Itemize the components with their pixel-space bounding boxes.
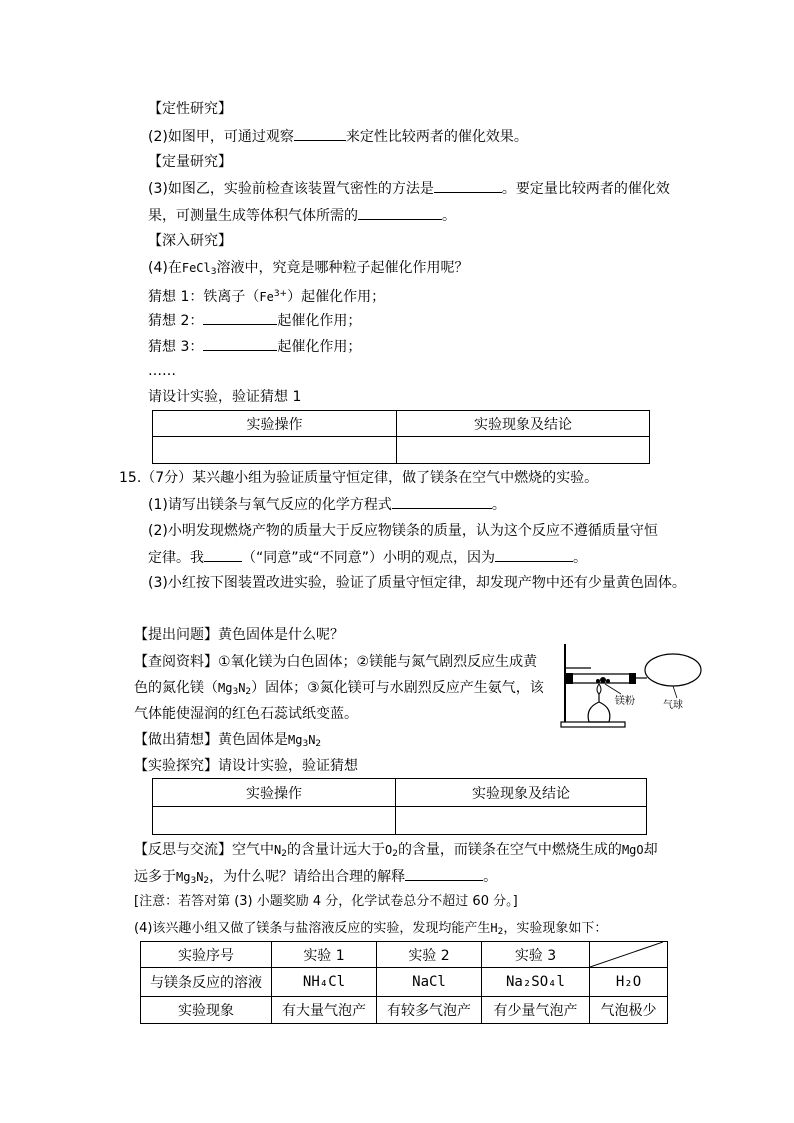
question-15-3: (3)小红按下图装置改进实验，验证了质量守恒定律，却发现产物中还有少量黄色固体。 bbox=[148, 575, 686, 591]
results-header-id: 实验序号 bbox=[141, 942, 272, 968]
fe-charge: 3+ bbox=[273, 289, 288, 299]
mg-powder-label: 镁粉 bbox=[615, 696, 635, 707]
q4b-text-a: (4)该兴趣小组又做了镁条与盐溶液反应的实验，发现均能产生 bbox=[134, 921, 491, 936]
q3-text-c: 果，可测量生成等体积气体所需的 bbox=[148, 208, 358, 224]
hyp-sub2: 2 bbox=[315, 739, 322, 749]
q15-2-blank-1 bbox=[204, 547, 242, 562]
guess-3 bbox=[148, 336, 361, 357]
diagonal-line bbox=[590, 942, 663, 967]
q2-text-b: 来定性比较两者的催化效果。 bbox=[345, 129, 528, 145]
q2-blank bbox=[294, 126, 346, 141]
heading-deep: 【深入研究】 bbox=[148, 233, 232, 249]
question-2 bbox=[148, 126, 528, 147]
question-15-2-line2 bbox=[148, 547, 587, 568]
reflect-o2-sub: 2 bbox=[392, 849, 398, 859]
results-table bbox=[140, 941, 668, 1024]
solution-1: NH₄Cl bbox=[272, 968, 377, 997]
question-3-line1 bbox=[148, 178, 670, 199]
results-header-exp3: 实验 3 bbox=[482, 942, 590, 968]
guess2-blank bbox=[203, 310, 277, 325]
reflect-n2-sub: 2 bbox=[281, 849, 287, 859]
q15-2-blank-2 bbox=[495, 547, 573, 562]
results-header-exp2: 实验 2 bbox=[377, 942, 482, 968]
reflect-blank bbox=[405, 866, 483, 881]
ref-sub2: 2 bbox=[245, 687, 252, 697]
stopper-left bbox=[565, 673, 573, 684]
bonus-note: [注意：若答对第 (3) 小题奖励 4 分，化学试卷总分不超过 60 分。] bbox=[134, 894, 518, 909]
question-3-line2 bbox=[148, 205, 456, 226]
q4b-text-b: ，实验现象如下： bbox=[503, 921, 608, 936]
q15-1-blank bbox=[392, 494, 492, 509]
guess2-text-a: 猜想 2： bbox=[148, 313, 204, 329]
reflect-text-a: 【反思与交流】空气中 bbox=[134, 842, 274, 858]
hypothesis bbox=[134, 730, 321, 754]
q3-blank-2 bbox=[358, 205, 442, 220]
experiment-table-1 bbox=[152, 410, 650, 464]
q4b-h: H bbox=[490, 921, 498, 935]
hyp-sub3: 3 bbox=[302, 739, 309, 749]
guess1-text-b: ）起催化作用； bbox=[287, 289, 386, 305]
q3-blank-1 bbox=[434, 178, 502, 193]
guess-2 bbox=[148, 310, 361, 331]
design-prompt-1: 请设计实验，验证猜想 1 bbox=[148, 389, 302, 405]
reflect-sub3: 3 bbox=[190, 876, 197, 886]
reflect-text-g: 。 bbox=[483, 869, 498, 885]
question-15-title: 15.（7分）某兴趣小组为验证质量守恒定律，做了镁条在空气中燃烧的实验。 bbox=[119, 470, 599, 486]
question-15-2-line1: (2)小明发现燃烧产物的质量大于反应物镁条的质量，认为这个反应不遵循质量守恒 bbox=[148, 523, 658, 539]
fecl-formula: FeCl bbox=[181, 261, 211, 275]
ref-mg: Mg bbox=[218, 681, 233, 695]
ref-n: N bbox=[238, 681, 246, 695]
balloon-label: 气球 bbox=[663, 700, 683, 711]
experiment-table-2 bbox=[152, 778, 647, 835]
solution-2: NaCl bbox=[377, 968, 482, 997]
stopper-right bbox=[629, 673, 636, 684]
flame-icon bbox=[597, 684, 601, 694]
table2-header-operation: 实验操作 bbox=[153, 779, 396, 807]
ref-sub3: 3 bbox=[232, 687, 239, 697]
fe-ion: Fe bbox=[259, 290, 274, 304]
reference-line-3: 气体能使湿润的红色石蕊试纸变蓝。 bbox=[134, 706, 358, 722]
reflect-mgo: MgO bbox=[621, 843, 644, 857]
q15-1-text-b: 。 bbox=[491, 497, 506, 513]
heading-qualitative: 【定性研究】 bbox=[148, 101, 232, 117]
reflect-text-e: 远多于 bbox=[134, 869, 176, 885]
reflect-text-b: 的含量计远大于 bbox=[286, 842, 385, 858]
q4-text-b: 溶液中，究竟是哪种粒子起催化作用呢？ bbox=[216, 260, 469, 276]
guess3-text-a: 猜想 3： bbox=[148, 339, 204, 355]
table1-header-operation: 实验操作 bbox=[153, 411, 397, 437]
q15-2-text-c: 。 bbox=[573, 550, 588, 566]
hyp-n: N bbox=[308, 733, 316, 747]
table2-cell-operation[interactable] bbox=[153, 807, 396, 835]
guess1-text-a: 猜想 1：铁离子（ bbox=[148, 289, 260, 305]
reflect-text-c: 的含量，而镁条在空气中燃烧生成的 bbox=[397, 842, 622, 858]
q3-text-d: 。 bbox=[442, 208, 456, 224]
ellipsis: …… bbox=[148, 363, 176, 379]
solution-3: Na₂SO₄l bbox=[482, 968, 590, 997]
heading-quantitative: 【定量研究】 bbox=[148, 154, 232, 170]
phenomenon-3: 有少量气泡产 bbox=[482, 997, 590, 1024]
guess2-text-b: 起催化作用； bbox=[277, 313, 362, 329]
alcohol-lamp-icon bbox=[588, 702, 610, 722]
q15-2-text-b: （“同意”或“不同意”）小明的观点，因为 bbox=[242, 550, 496, 566]
q3-text-a: (3)如图乙，实验前检查该装置气密性的方法是 bbox=[148, 181, 434, 197]
hyp-mg: Mg bbox=[288, 733, 303, 747]
fecl-subscript: 3 bbox=[210, 267, 217, 277]
table1-cell-result[interactable] bbox=[397, 437, 650, 464]
q2-text-a: (2)如图甲，可通过观察 bbox=[148, 129, 294, 145]
apparatus-figure bbox=[555, 634, 720, 732]
hypothesis-text: 【做出猜想】黄色固体是 bbox=[134, 732, 288, 748]
reflect-text-d: 却 bbox=[643, 842, 658, 858]
question-4 bbox=[148, 258, 468, 282]
explore-prompt: 【实验探究】请设计实验，验证猜想 bbox=[134, 758, 358, 774]
table2-header-result: 实验现象及结论 bbox=[396, 779, 647, 807]
table2-cell-result[interactable] bbox=[396, 807, 647, 835]
results-header-exp1: 实验 1 bbox=[272, 942, 377, 968]
q4b-sub: 2 bbox=[497, 927, 504, 937]
results-phenomenon-label: 实验现象 bbox=[141, 997, 272, 1024]
question-15-1 bbox=[148, 494, 506, 515]
phenomenon-2: 有较多气泡产 bbox=[377, 997, 482, 1024]
table1-header-result: 实验现象及结论 bbox=[397, 411, 650, 437]
reference-line-1: 【查阅资料】①氧化镁为白色固体；②镁能与氮气剧烈反应生成黄 bbox=[134, 654, 538, 670]
guess-1 bbox=[148, 284, 385, 307]
mg-powder-icon bbox=[600, 677, 606, 683]
guess3-text-b: 起催化作用； bbox=[277, 339, 362, 355]
guess3-blank bbox=[203, 336, 277, 351]
ask-question: 【提出问题】黄色固体是什么呢？ bbox=[134, 627, 344, 643]
reflect-sub2: 2 bbox=[203, 876, 210, 886]
table1-cell-operation[interactable] bbox=[153, 437, 397, 464]
reflect-mg: Mg bbox=[176, 870, 191, 884]
question-4b bbox=[134, 918, 607, 942]
ref-text-a: 色的氮化镁（ bbox=[134, 680, 218, 696]
solution-4: H₂O bbox=[590, 968, 668, 997]
reference-line-2 bbox=[134, 678, 544, 702]
reflect-o2: O bbox=[384, 843, 393, 857]
reflection-line-1 bbox=[134, 840, 658, 864]
ref-text-b: ）固体；③氮化镁可与水剧烈反应产生氨气，该 bbox=[251, 680, 544, 696]
q15-1-text-a: (1)请写出镁条与氧气反应的化学方程式 bbox=[148, 497, 392, 513]
q15-2-text-a: 定律。我 bbox=[148, 550, 204, 566]
reflect-text-f: ，为什么呢？请给出合理的解释 bbox=[209, 869, 406, 885]
reflect-n: N bbox=[196, 870, 204, 884]
reflect-n2: N bbox=[274, 843, 282, 857]
balloon-icon bbox=[645, 654, 701, 686]
q3-text-b: 。要定量比较两者的催化效 bbox=[501, 181, 670, 197]
results-solution-label: 与镁条反应的溶液 bbox=[141, 968, 272, 997]
stand-base bbox=[561, 722, 625, 727]
results-header-diagonal bbox=[590, 942, 668, 968]
q4-text-a: (4)在 bbox=[148, 260, 182, 276]
phenomenon-1: 有大量气泡产 bbox=[272, 997, 377, 1024]
reflection-line-2 bbox=[134, 866, 497, 891]
phenomenon-4: 气泡极少 bbox=[590, 997, 668, 1024]
